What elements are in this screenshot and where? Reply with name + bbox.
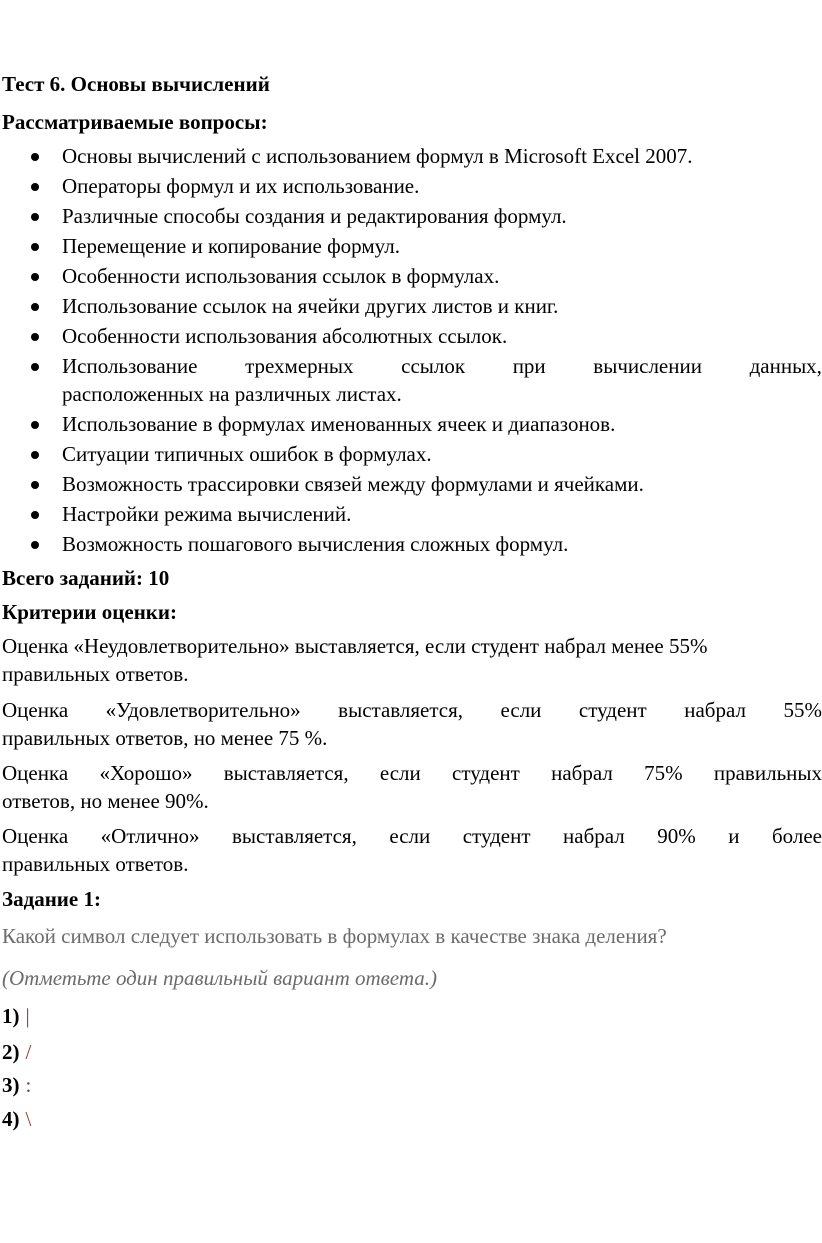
- bullet-icon: [31, 481, 39, 489]
- answer-symbol: :: [25, 1073, 32, 1097]
- word: при: [512, 354, 546, 378]
- word: «Удовлетворительно»: [105, 698, 301, 722]
- answer-instruction: (Отметьте один правильный вариант ответа.): [2, 966, 437, 990]
- word: Оценка: [2, 824, 69, 848]
- topic-text: Основы вычислений с использованием формул в Microsoft Excel 2007.: [62, 144, 693, 168]
- task-heading: Задание 1:: [2, 887, 101, 911]
- word: Оценка: [2, 761, 69, 785]
- answer-number: 2): [2, 1040, 20, 1064]
- word: «Хорошо»: [99, 761, 193, 785]
- word: 90%: [657, 824, 696, 848]
- topic-item: [0, 502, 816, 532]
- word: набрал: [551, 761, 613, 785]
- topic-text-justified: [62, 354, 822, 378]
- total-tasks: Всего заданий: 10: [2, 566, 170, 590]
- bullet-icon: [31, 511, 39, 519]
- word: студент: [452, 761, 520, 785]
- criterion-1-line-1: Оценка «Неудовлетворительно» выставляется, если студент набрал менее 55%: [2, 634, 708, 658]
- word: студент: [462, 824, 531, 848]
- word: студент: [578, 698, 647, 722]
- page-title: Тест 6. Основы вычислений: [2, 72, 270, 96]
- word: выставляется,: [231, 824, 357, 848]
- bullet-icon: [31, 363, 39, 371]
- topic-item: [0, 144, 816, 174]
- bullet-icon: [31, 243, 39, 251]
- answer-option-3[interactable]: [2, 1073, 31, 1097]
- topic-item: [0, 204, 816, 234]
- answer-option-2[interactable]: [2, 1040, 31, 1064]
- word: ссылок: [401, 354, 466, 378]
- word: 75%: [644, 761, 683, 785]
- topic-item: [0, 324, 816, 354]
- answer-number: 3): [2, 1073, 20, 1097]
- topic-item: [0, 442, 816, 472]
- bullet-icon: [31, 303, 39, 311]
- answer-number: 1): [2, 1004, 20, 1028]
- word: трехмерных: [245, 354, 354, 378]
- topic-item: [0, 412, 816, 442]
- word: выставляется,: [223, 761, 349, 785]
- bullet-icon: [31, 153, 39, 161]
- topic-text: Настройки режима вычислений.: [62, 502, 352, 526]
- word: если: [389, 824, 431, 848]
- criterion-3-line-1: [2, 761, 822, 785]
- bullet-icon: [31, 421, 39, 429]
- criterion-1-line-2: правильных ответов.: [2, 662, 189, 686]
- bullet-icon: [31, 541, 39, 549]
- topic-item: [0, 234, 816, 264]
- criterion-3-line-2: ответов, но менее 90%.: [2, 789, 209, 813]
- topic-text: Операторы формул и их использование.: [62, 174, 420, 198]
- criterion-2-line-2: правильных ответов, но менее 75 %.: [2, 726, 328, 750]
- bullet-icon: [31, 333, 39, 341]
- topic-text: Ситуации типичных ошибок в формулах.: [62, 442, 432, 466]
- answer-symbol: /: [25, 1040, 32, 1064]
- word: Использование: [62, 354, 198, 378]
- answer-option-1[interactable]: [2, 1004, 30, 1028]
- word: если: [500, 698, 542, 722]
- word: вычислении: [593, 354, 702, 378]
- topic-item: [0, 472, 816, 502]
- word: если: [379, 761, 421, 785]
- answer-symbol: |: [25, 1004, 30, 1028]
- criteria-heading: Критерии оценки:: [2, 600, 177, 624]
- questions-heading: Рассматриваемые вопросы:: [2, 110, 268, 134]
- topic-item: [0, 264, 816, 294]
- topic-text: Различные способы создания и редактирования формул.: [62, 204, 567, 228]
- word: более: [771, 824, 822, 848]
- word: данных,: [749, 354, 822, 378]
- word: правильных: [713, 761, 822, 785]
- question-text: Какой символ следует использовать в формулах в качестве знака деления?: [2, 924, 667, 948]
- answer-symbol: \: [25, 1107, 32, 1131]
- bullet-icon: [31, 213, 39, 221]
- criterion-2-line-1: [2, 698, 822, 722]
- topic-item: [0, 294, 816, 324]
- topic-text: Перемещение и копирование формул.: [62, 234, 400, 258]
- topic-item: [0, 174, 816, 204]
- topic-text: Использование в формулах именованных ячеек и диапазонов.: [62, 412, 616, 436]
- bullet-icon: [31, 451, 39, 459]
- criterion-4-line-1: [2, 824, 822, 848]
- word: «Отлично»: [100, 824, 200, 848]
- topic-text-continued: расположенных на различных листах.: [62, 382, 402, 406]
- topic-text: Использование ссылок на ячейки других листов и книг.: [62, 294, 559, 318]
- answer-option-4[interactable]: [2, 1107, 31, 1131]
- answer-number: 4): [2, 1107, 20, 1131]
- word: набрал: [684, 698, 746, 722]
- bullet-icon: [31, 183, 39, 191]
- word: набрал: [563, 824, 625, 848]
- word: Оценка: [2, 698, 69, 722]
- topic-text: Возможность трассировки связей между формулами и ячейками.: [62, 472, 644, 496]
- word: 55%: [783, 698, 822, 722]
- criterion-4-line-2: правильных ответов.: [2, 852, 189, 876]
- word: и: [728, 824, 740, 848]
- topic-item: [0, 532, 816, 562]
- bullet-icon: [31, 273, 39, 281]
- topic-text: Особенности использования ссылок в формулах.: [62, 264, 500, 288]
- topic-text: Возможность пошагового вычисления сложных формул.: [62, 532, 569, 556]
- word: выставляется,: [338, 698, 464, 722]
- topic-text: Особенности использования абсолютных ссылок.: [62, 324, 508, 348]
